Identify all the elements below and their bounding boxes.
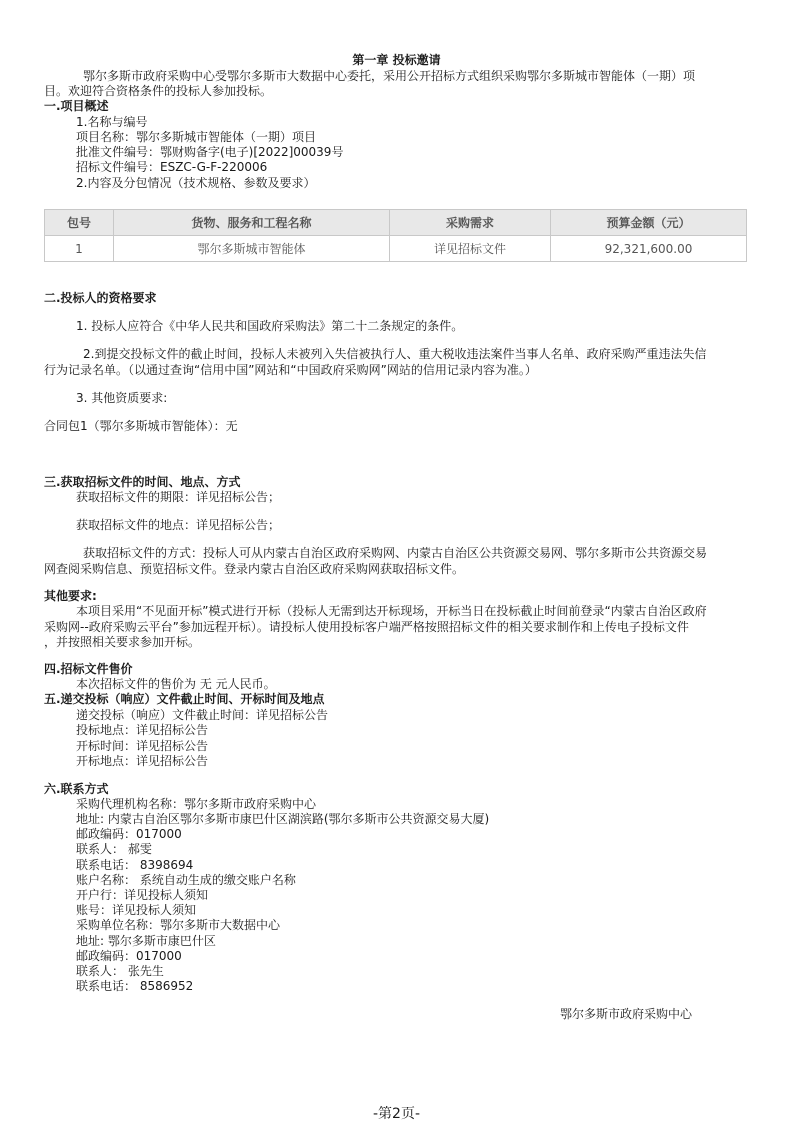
other-requirements-line-3: ，并按照相关要求参加开标。 xyxy=(44,635,201,649)
cell-item-name: 鄂尔多斯城市智能体 xyxy=(114,236,390,262)
qualification-item-2-line-2: 行为记录名单。（以通过查询“信用中国”网站和“中国政府采购网”网站的信用记录内容为准。） xyxy=(44,363,537,377)
subheading-name-number: 1.名称与编号 xyxy=(76,115,148,129)
qualification-item-1: 1. 投标人应符合《中华人民共和国政府采购法》第二十二条规定的条件。 xyxy=(76,319,464,333)
buyer-postcode: 邮政编码：017000 xyxy=(76,949,182,963)
buyer-name: 采购单位名称：鄂尔多斯市大数据中心 xyxy=(76,918,281,932)
project-name: 项目名称：鄂尔多斯城市智能体（一期）项目 xyxy=(76,130,317,144)
account-number: 账号：详见投标人须知 xyxy=(76,903,197,917)
agency-address: 地址: 内蒙古自治区鄂尔多斯市康巴什区湖滨路(鄂尔多斯市公共资源交易大厦) xyxy=(76,812,490,826)
section-3-heading: 三.获取招标文件的时间、地点、方式 xyxy=(44,475,241,489)
submission-deadline: 递交投标（响应）文件截止时间：详见招标公告 xyxy=(76,708,329,722)
header-package-no: 包号 xyxy=(45,210,114,236)
section-1-heading: 一.项目概述 xyxy=(44,99,109,113)
agency-postcode: 邮政编码：017000 xyxy=(76,827,182,841)
buyer-address: 地址: 鄂尔多斯市康巴什区 xyxy=(76,934,216,948)
other-requirements-line-2: 采购网--政府采购云平台”参加远程开标）。请投标人使用投标客户端严格按照招标文件的相关要求制作和上传电子投标文件 xyxy=(44,620,689,634)
cell-budget: 92,321,600.00 xyxy=(551,236,747,262)
buyer-contact: 联系人： 张先生 xyxy=(76,964,164,978)
agency-phone: 联系电话： 8398694 xyxy=(76,858,194,872)
signature-agency: 鄂尔多斯市政府采购中心 xyxy=(560,1007,693,1021)
qualification-item-3: 3. 其他资质要求: xyxy=(76,391,168,405)
section-2-heading: 二.投标人的资格要求 xyxy=(44,291,157,305)
contract-package-requirement: 合同包1（鄂尔多斯城市智能体）：无 xyxy=(44,419,238,433)
section-4-heading: 四.招标文件售价 xyxy=(44,662,133,676)
page-number: -第2页- xyxy=(372,1106,420,1122)
account-name: 账户名称： 系统自动生成的缴交账户名称 xyxy=(76,873,296,887)
tender-number: 招标文件编号：ESZC-G-F-220006 xyxy=(76,160,268,174)
intro-line-2: 目。欢迎符合资格条件的投标人参加投标。 xyxy=(44,84,273,98)
acquire-method-line-2: 网查阅采购信息、预览招标文件。登录内蒙古自治区政府采购网获取招标文件。 xyxy=(44,562,465,576)
opening-place: 开标地点：详见招标公告 xyxy=(76,754,209,768)
bid-place: 投标地点：详见招标公告 xyxy=(76,723,209,737)
header-requirement: 采购需求 xyxy=(390,210,551,236)
cell-package-no: 1 xyxy=(45,236,114,262)
header-item-name: 货物、服务和工程名称 xyxy=(114,210,390,236)
intro-line-1: 鄂尔多斯市政府采购中心受鄂尔多斯市大数据中心委托，采用公开招标方式组织采购鄂尔多斯城市智能体（一期）项 xyxy=(83,69,696,83)
header-budget: 预算金额（元） xyxy=(551,210,747,236)
acquire-place: 获取招标文件的地点：详见招标公告； xyxy=(76,518,281,532)
table-header-row xyxy=(45,210,747,236)
chapter-title: 第一章 投标邀请 xyxy=(352,53,441,67)
approval-number: 批准文件编号：鄂财购备字(电子)[2022]00039号 xyxy=(76,145,344,159)
agency-contact: 联系人： 郝雯 xyxy=(76,842,152,856)
section-6-heading: 六.联系方式 xyxy=(44,782,109,796)
table-row xyxy=(45,236,747,262)
package-table xyxy=(44,209,747,262)
subheading-packages: 2.内容及分包情况（技术规格、参数及要求） xyxy=(76,176,316,190)
acquire-period: 获取招标文件的期限：详见招标公告； xyxy=(76,490,281,504)
buyer-phone: 联系电话： 8586952 xyxy=(76,979,194,993)
section-5-heading: 五.递交投标（响应）文件截止时间、开标时间及地点 xyxy=(44,692,325,706)
bank-name: 开户行：详见投标人须知 xyxy=(76,888,209,902)
cell-requirement: 详见招标文件 xyxy=(390,236,551,262)
document-price: 本次招标文件的售价为 无 元人民币。 xyxy=(76,677,276,691)
other-requirements-heading: 其他要求: xyxy=(44,589,97,603)
acquire-method-line-1: 获取招标文件的方式：投标人可从内蒙古自治区政府采购网、内蒙古自治区公共资源交易网、鄂尔多斯市公共资源交易 xyxy=(83,546,708,560)
qualification-item-2-line-1: 2.到提交投标文件的截止时间，投标人未被列入失信被执行人、重大税收违法案件当事人名单、政府采购严重违法失信 xyxy=(83,347,707,361)
agency-name: 采购代理机构名称：鄂尔多斯市政府采购中心 xyxy=(76,797,317,811)
opening-time: 开标时间：详见招标公告 xyxy=(76,739,209,753)
other-requirements-line-1: 本项目采用“不见面开标”模式进行开标（投标人无需到达开标现场，开标当日在投标截止时间前登录“内蒙古自治区政府 xyxy=(76,604,707,618)
